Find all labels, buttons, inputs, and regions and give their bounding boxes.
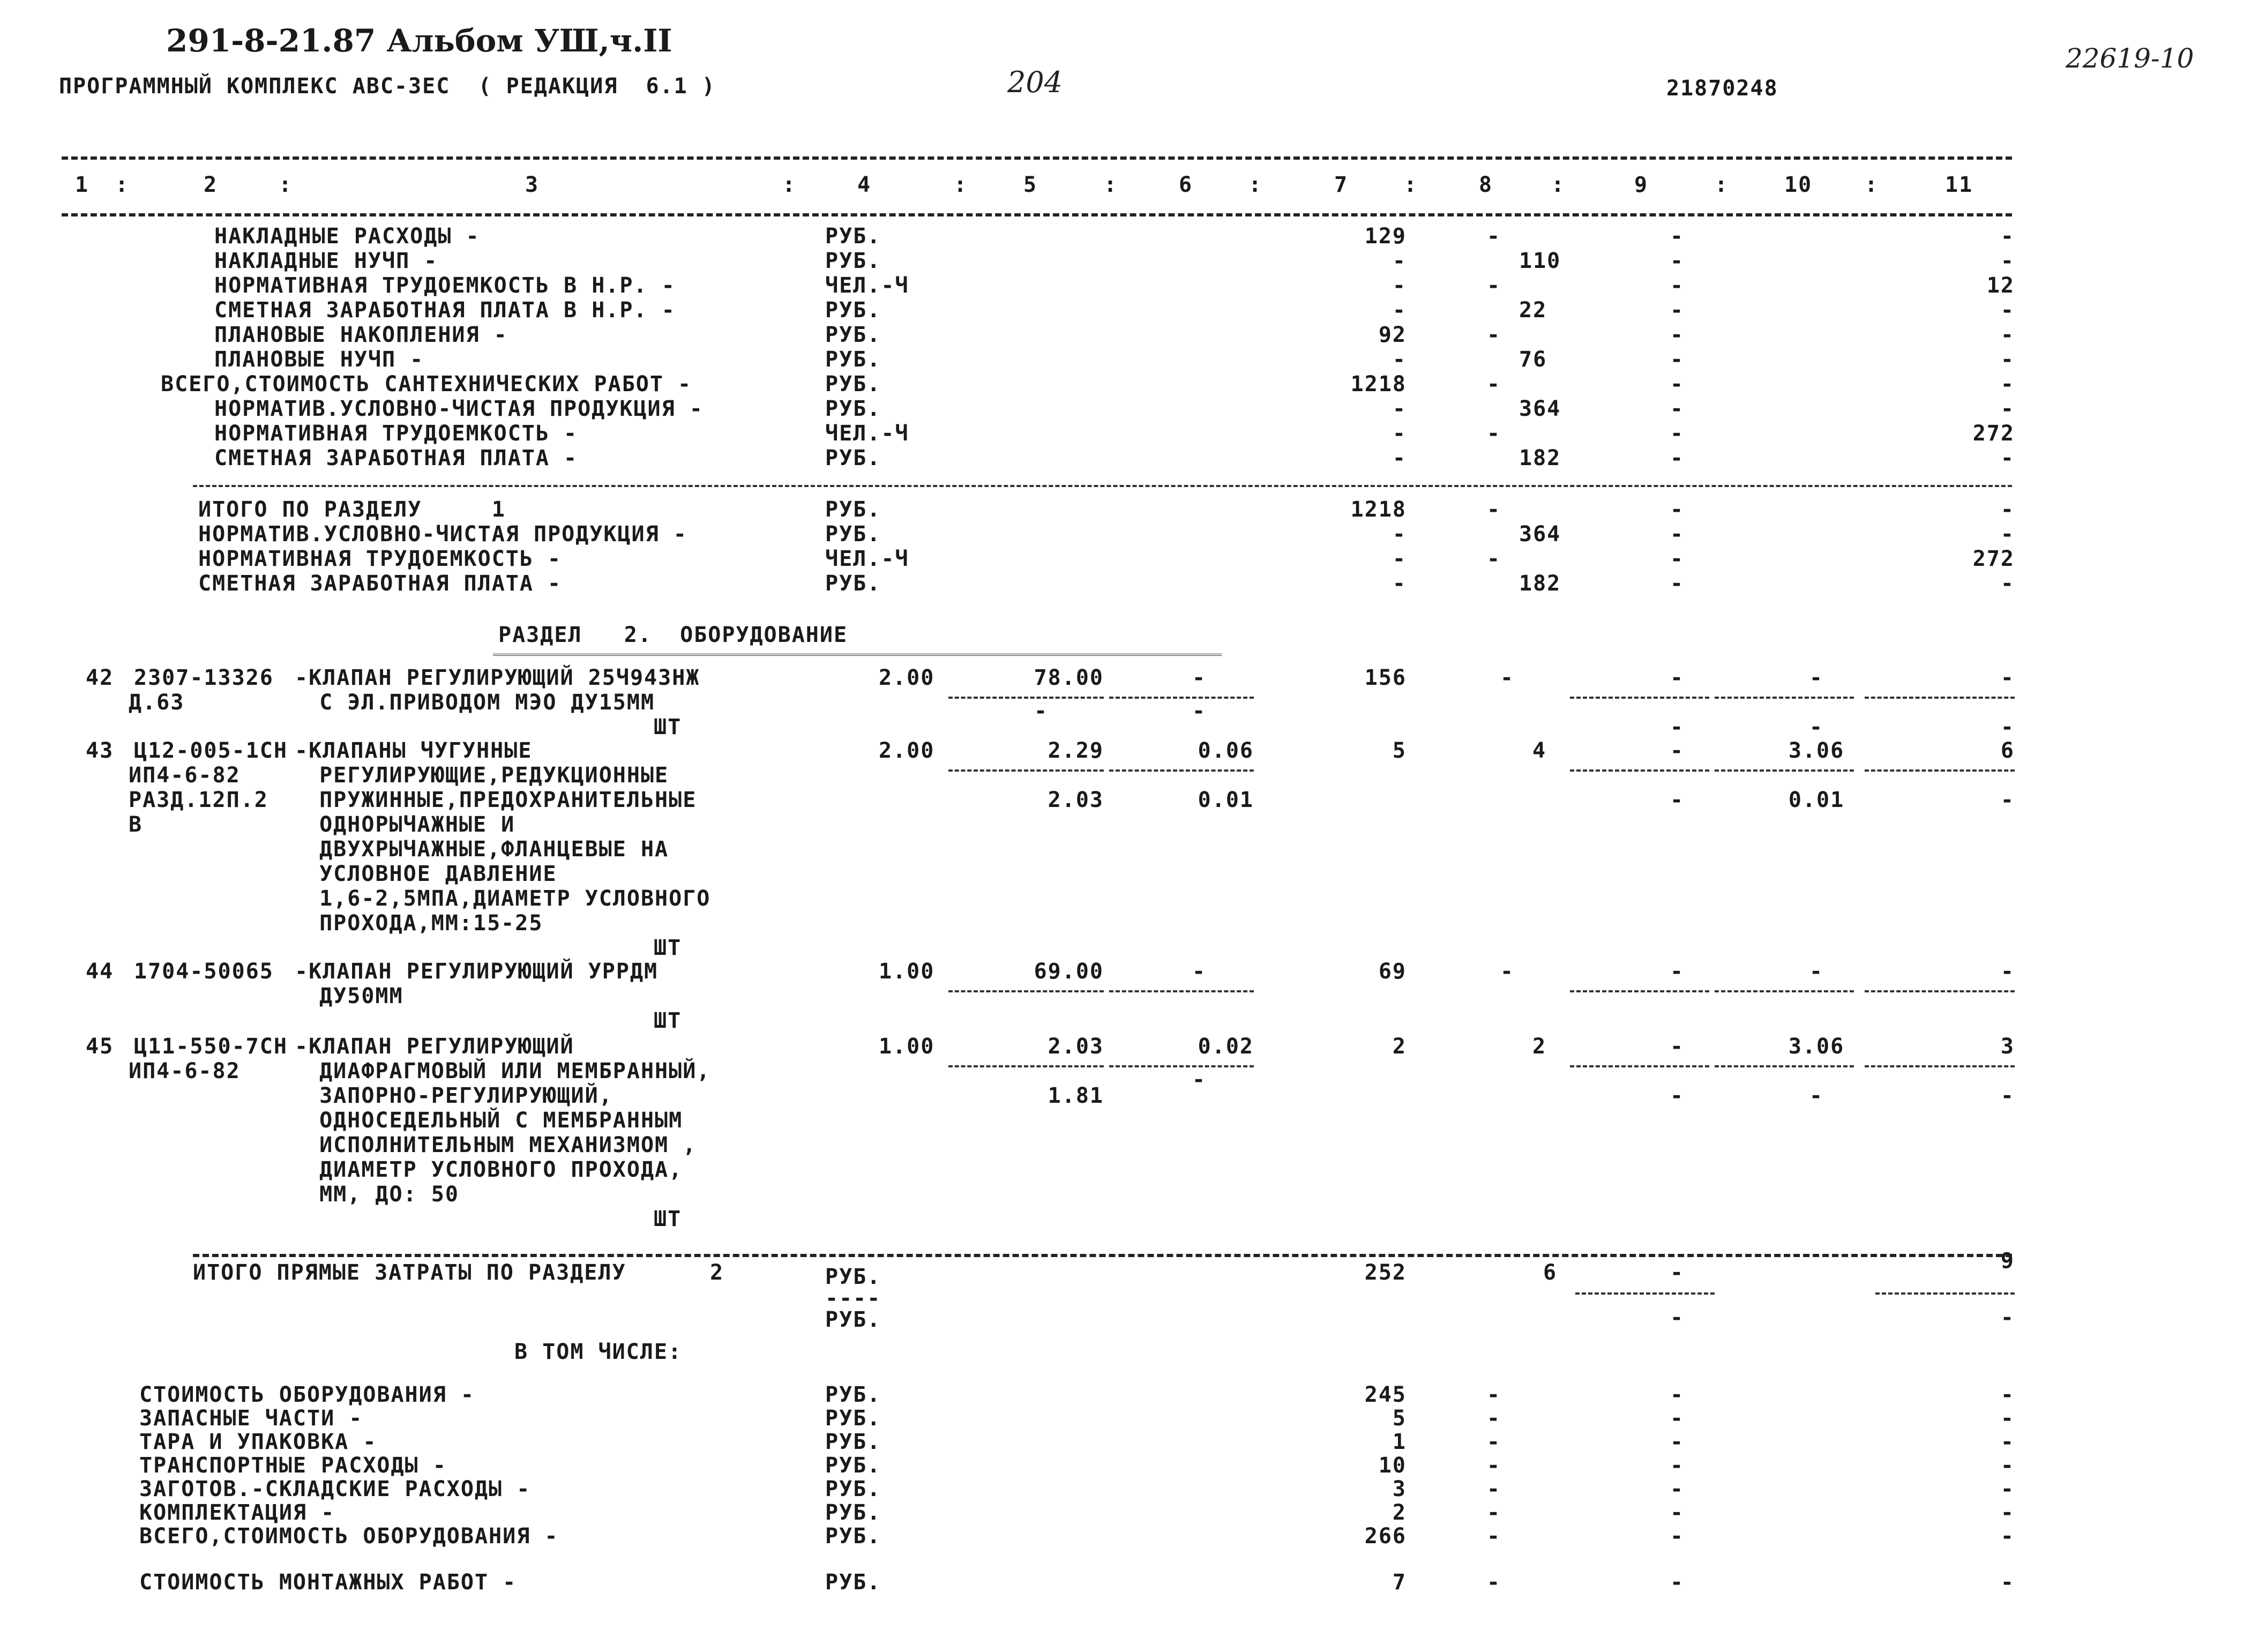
row-col8: - <box>1487 1453 1501 1478</box>
item-col9-sub: - <box>1670 715 1685 739</box>
row-col9: - <box>1670 522 1685 547</box>
row-col11: - <box>2000 224 2015 249</box>
column-header-11: 11 <box>1945 173 1973 197</box>
item-col10: - <box>1809 666 1824 690</box>
row-col7: - <box>1392 397 1407 421</box>
row-col7: 3 <box>1392 1477 1407 1501</box>
row-unit: РУБ. <box>825 372 881 397</box>
row-col8: 364 <box>1519 522 1561 547</box>
column-header-9: 9 <box>1634 173 1649 197</box>
item-number: 45 <box>86 1034 114 1059</box>
item-col5: 2.29 <box>1048 738 1104 763</box>
total-direct-unit: РУБ. <box>825 1265 881 1289</box>
row-name: ВСЕГО,СТОИМОСТЬ САНТЕХНИЧЕСКИХ РАБОТ - <box>161 372 692 397</box>
row-col9: - <box>1670 1453 1685 1478</box>
item-description-line: ПРОХОДА,ММ:15-25 <box>305 911 543 936</box>
row-unit: РУБ. <box>825 522 881 547</box>
row-name: НОРМАТИВ.УСЛОВНО-ЧИСТАЯ ПРОДУКЦИЯ - <box>198 522 687 547</box>
row-name: НОРМАТИВНАЯ ТРУДОЕМКОСТЬ В Н.Р. - <box>214 273 676 298</box>
item-col11: - <box>2000 959 2015 984</box>
row-col7: 129 <box>1364 224 1407 249</box>
total-direct-unit-rule: ---- <box>825 1286 881 1311</box>
item-ref: РАЗД.12П.2 <box>129 788 268 812</box>
row-col8: - <box>1487 547 1501 571</box>
item-col11-sub: - <box>2000 788 2015 812</box>
row-col7: 2 <box>1392 1500 1407 1525</box>
total-direct-rule <box>193 1254 2012 1257</box>
including-label: В ТОМ ЧИСЛЕ: <box>514 1340 682 1364</box>
item-subrule-col9 <box>1570 990 1709 992</box>
row-col7: - <box>1392 347 1407 372</box>
item-subrule-col6 <box>1109 769 1254 772</box>
row-col7: - <box>1392 522 1407 547</box>
total-direct-col9: - <box>1670 1260 1685 1285</box>
row-col11: - <box>2000 1430 2015 1454</box>
total-direct-col11: 9 <box>2000 1249 2015 1273</box>
row-col8: - <box>1487 1430 1501 1454</box>
row-unit: РУБ. <box>825 224 881 249</box>
item-description-line: РЕГУЛИРУЮЩИЕ,РЕДУКЦИОННЫЕ <box>305 763 669 788</box>
row-col8: - <box>1487 1406 1501 1431</box>
item-col11: 3 <box>2000 1034 2015 1059</box>
column-header-3: 3 <box>525 173 540 197</box>
row-name: КОМПЛЕКТАЦИЯ - <box>139 1500 335 1525</box>
row-name: ПЛАНОВЫЕ НАКОПЛЕНИЯ - <box>214 323 508 347</box>
item-subrule-col5 <box>948 1065 1104 1067</box>
item-code: 1704-50065 <box>134 959 274 984</box>
item-subrule-col9 <box>1570 697 1709 699</box>
item-subrule-col6 <box>1109 1065 1254 1067</box>
row-col11: - <box>2000 1453 2015 1478</box>
item-subrule-col11 <box>1865 1065 2015 1067</box>
item-subrule-col5 <box>948 769 1104 772</box>
row-col8: - <box>1487 323 1501 347</box>
row-col11: - <box>2000 372 2015 397</box>
item-ref: В <box>129 812 143 837</box>
item-col5-sub: 1.81 <box>1048 1083 1104 1108</box>
total-direct-subrule-col11 <box>1875 1292 2015 1295</box>
item-description-line: -КЛАПАН РЕГУЛИРУЮЩИЙ 25Ч943НЖ <box>295 666 700 690</box>
row-col7: - <box>1392 421 1407 446</box>
item-col6: 0.02 <box>1198 1034 1254 1059</box>
item-subrule-col11 <box>1865 697 2015 699</box>
column-separator: : <box>782 173 797 197</box>
row-col8: 22 <box>1519 298 1547 323</box>
row-col11: - <box>2000 571 2015 596</box>
row-unit: ЧЕЛ.-Ч <box>825 421 909 446</box>
row-col11: - <box>2000 323 2015 347</box>
total-direct-name: ИТОГО ПРЯМЫЕ ЗАТРАТЫ ПО РАЗДЕЛУ 2 <box>193 1260 724 1285</box>
item-code: Ц11-550-7СН <box>134 1034 288 1059</box>
item-code: 2307-13326 <box>134 666 274 690</box>
column-header-6: 6 <box>1179 173 1193 197</box>
column-separator: : <box>1404 173 1418 197</box>
row-name: ТАРА И УПАКОВКА - <box>139 1430 377 1454</box>
row-unit: РУБ. <box>825 397 881 421</box>
item-subrule-col10 <box>1715 769 1854 772</box>
row-col9: - <box>1670 273 1685 298</box>
row-col7: 1218 <box>1350 497 1407 522</box>
row-col9: - <box>1670 1524 1685 1549</box>
row-col8: - <box>1487 1524 1501 1549</box>
item-col9-sub: - <box>1670 788 1685 812</box>
item-col8: 2 <box>1532 1034 1547 1059</box>
item-col11: - <box>2000 666 2015 690</box>
row-col11: - <box>2000 249 2015 273</box>
item-col9-sub: - <box>1670 1083 1685 1108</box>
item-col6: - <box>1192 666 1207 690</box>
item-col8: - <box>1500 666 1515 690</box>
row-col7: - <box>1392 446 1407 470</box>
row-unit: РУБ. <box>825 1477 881 1501</box>
total-direct-col11-sub: - <box>2000 1305 2015 1330</box>
row-col8: - <box>1487 1477 1501 1501</box>
item-col5-sub: - <box>1034 699 1049 723</box>
item-col10: 3.06 <box>1788 1034 1845 1059</box>
item-description-line: -КЛАПАН РЕГУЛИРУЮЩИЙ УРРДМ <box>295 959 659 984</box>
item-col7: 69 <box>1378 959 1407 984</box>
item-subrule-col10 <box>1715 1065 1854 1067</box>
item-subrule-col11 <box>1865 769 2015 772</box>
item-unit: ШТ <box>654 936 682 960</box>
row-unit: РУБ. <box>825 298 881 323</box>
row-col8: - <box>1487 273 1501 298</box>
row-col9: - <box>1670 249 1685 273</box>
column-header-1: 1 <box>75 173 89 197</box>
row-name: ЗАПАСНЫЕ ЧАСТИ - <box>139 1406 363 1431</box>
row-name: НОРМАТИВ.УСЛОВНО-ЧИСТАЯ ПРОДУКЦИЯ - <box>214 397 704 421</box>
row-col11: - <box>2000 1500 2015 1525</box>
item-description-line: ИСПОЛНИТЕЛЬНЫМ МЕХАНИЗМОМ , <box>305 1133 697 1157</box>
item-col9: - <box>1670 959 1685 984</box>
column-header-4: 4 <box>857 173 872 197</box>
row-unit: ЧЕЛ.-Ч <box>825 273 909 298</box>
row-col9: - <box>1670 1477 1685 1501</box>
mounting-col8: - <box>1487 1570 1501 1595</box>
row-name: ИТОГО ПО РАЗДЕЛУ 1 <box>198 497 506 522</box>
item-col10-sub: - <box>1809 715 1824 739</box>
row-unit: РУБ. <box>825 1430 881 1454</box>
item-col6: - <box>1192 959 1207 984</box>
row-col8: - <box>1487 224 1501 249</box>
column-separator: : <box>115 173 130 197</box>
mounting-col11: - <box>2000 1570 2015 1595</box>
row-name: НАКЛАДНЫЕ НУЧП - <box>214 249 438 273</box>
item-col5: 78.00 <box>1034 666 1104 690</box>
item-col10-sub: - <box>1809 1083 1824 1108</box>
item-subrule-col10 <box>1715 697 1854 699</box>
item-col10: 3.06 <box>1788 738 1845 763</box>
item-description-line: ДИАФРАГМОВЫЙ ИЛИ МЕМБРАННЫЙ, <box>305 1059 711 1083</box>
row-unit: РУБ. <box>825 1382 881 1407</box>
item-unit: ШТ <box>654 715 682 739</box>
item-col5: 2.03 <box>1048 1034 1104 1059</box>
row-col9: - <box>1670 1500 1685 1525</box>
row-col9: - <box>1670 571 1685 596</box>
row-col9: - <box>1670 224 1685 249</box>
album-title: 291-8-21.87 Альбом УШ,ч.II <box>166 23 672 59</box>
item-col5-sub: 2.03 <box>1048 788 1104 812</box>
mounting-col7: 7 <box>1392 1570 1407 1595</box>
row-name: СМЕТНАЯ ЗАРАБОТНАЯ ПЛАТА В Н.Р. - <box>214 298 676 323</box>
item-subrule-col5 <box>948 990 1104 992</box>
row-col11: - <box>2000 1406 2015 1431</box>
row-col9: - <box>1670 421 1685 446</box>
row-col7: 1 <box>1392 1430 1407 1454</box>
column-header-10: 10 <box>1784 173 1813 197</box>
item-ref: Д.63 <box>129 690 185 715</box>
item-description-line: ПРУЖИННЫЕ,ПРЕДОХРАНИТЕЛЬНЫЕ <box>305 788 697 812</box>
column-header-5: 5 <box>1023 173 1038 197</box>
section2-title: РАЗДЕЛ 2. ОБОРУДОВАНИЕ <box>498 623 848 647</box>
row-col8: 182 <box>1519 571 1561 596</box>
row-col9: - <box>1670 347 1685 372</box>
row-name: СМЕТНАЯ ЗАРАБОТНАЯ ПЛАТА - <box>214 446 578 470</box>
column-separator: : <box>1248 173 1263 197</box>
row-col11: - <box>2000 347 2015 372</box>
item-description-line: ДИАМЕТР УСЛОВНОГО ПРОХОДА, <box>305 1157 683 1182</box>
row-col8: 364 <box>1519 397 1561 421</box>
row-unit: РУБ. <box>825 1406 881 1431</box>
row-unit: РУБ. <box>825 323 881 347</box>
row-name: ПЛАНОВЫЕ НУЧП - <box>214 347 424 372</box>
row-col11: - <box>2000 397 2015 421</box>
column-separator: : <box>1715 173 1729 197</box>
item-col9: - <box>1670 1034 1685 1059</box>
item-description-line: ММ, ДО: 50 <box>305 1182 459 1207</box>
row-col11: - <box>2000 522 2015 547</box>
item-col11-sub: - <box>2000 715 2015 739</box>
item-description-line: С ЭЛ.ПРИВОДОМ МЭО ДУ15ММ <box>305 690 655 715</box>
section2-title-underline <box>493 654 1222 656</box>
row-name: СМЕТНАЯ ЗАРАБОТНАЯ ПЛАТА - <box>198 571 562 596</box>
row-col9: - <box>1670 323 1685 347</box>
row-col7: - <box>1392 298 1407 323</box>
row-col8: - <box>1487 1382 1501 1407</box>
item-col11: 6 <box>2000 738 2015 763</box>
item-number: 42 <box>86 666 114 690</box>
item-description-line: ЗАПОРНО-РЕГУЛИРУЮЩИЙ, <box>305 1083 613 1108</box>
item-quantity: 2.00 <box>879 738 935 763</box>
row-col8: - <box>1487 497 1501 522</box>
page-number: 204 <box>1007 65 1063 99</box>
program-title: ПРОГРАММНЫЙ КОМПЛЕКС АВС-3ЕС ( РЕДАКЦИЯ 6.1 ) <box>59 74 716 99</box>
row-col8: - <box>1487 421 1501 446</box>
row-col7: 92 <box>1378 323 1407 347</box>
item-col8: - <box>1500 959 1515 984</box>
item-ref: ИП4-6-82 <box>129 763 241 788</box>
row-name: НОРМАТИВНАЯ ТРУДОЕМКОСТЬ - <box>214 421 578 446</box>
item-col9: - <box>1670 666 1685 690</box>
column-separator: : <box>279 173 293 197</box>
item-ref: ИП4-6-82 <box>129 1059 241 1083</box>
row-col9: - <box>1670 397 1685 421</box>
item-col7: 5 <box>1392 738 1407 763</box>
item-description-line: 1,6-2,5МПА,ДИАМЕТР УСЛОВНОГО <box>305 886 711 911</box>
row-name: ВСЕГО,СТОИМОСТЬ ОБОРУДОВАНИЯ - <box>139 1524 559 1549</box>
column-separator: : <box>1551 173 1566 197</box>
item-subrule-col6 <box>1109 990 1254 992</box>
row-unit: РУБ. <box>825 1524 881 1549</box>
row-col7: 5 <box>1392 1406 1407 1431</box>
row-name: СТОИМОСТЬ ОБОРУДОВАНИЯ - <box>139 1382 475 1407</box>
row-col7: - <box>1392 249 1407 273</box>
item-description-line: ОДНОСЕДЕЛЬНЫЙ С МЕМБРАННЫМ <box>305 1108 683 1133</box>
row-col7: - <box>1392 547 1407 571</box>
item-col6-sub: 0.01 <box>1198 788 1254 812</box>
row-col8: - <box>1487 1500 1501 1525</box>
item-number: 44 <box>86 959 114 984</box>
header-top-rule <box>62 156 2012 160</box>
row-col9: - <box>1670 372 1685 397</box>
column-header-7: 7 <box>1334 173 1349 197</box>
item-col6-sub: - <box>1192 1067 1207 1092</box>
row-unit: РУБ. <box>825 571 881 596</box>
mounting-name: СТОИМОСТЬ МОНТАЖНЫХ РАБОТ - <box>139 1570 517 1595</box>
row-col11: 12 <box>1986 273 2015 298</box>
item-subrule-col9 <box>1570 769 1709 772</box>
item-col11-sub: - <box>2000 1083 2015 1108</box>
item-col6: 0.06 <box>1198 738 1254 763</box>
row-col7: - <box>1392 273 1407 298</box>
row-col7: 1218 <box>1350 372 1407 397</box>
item-description-line: ДВУХРЫЧАЖНЫЕ,ФЛАНЦЕВЫЕ НА <box>305 837 669 862</box>
column-separator: : <box>1865 173 1879 197</box>
row-col11: - <box>2000 497 2015 522</box>
item-number: 43 <box>86 738 114 763</box>
item-description-line: -КЛАПАНЫ ЧУГУННЫЕ <box>295 738 533 763</box>
column-separator: : <box>1104 173 1118 197</box>
row-col8: - <box>1487 372 1501 397</box>
row-col9: - <box>1670 298 1685 323</box>
column-header-2: 2 <box>204 173 218 197</box>
item-unit: ШТ <box>654 1207 682 1231</box>
row-col8: 110 <box>1519 249 1561 273</box>
row-col11: - <box>2000 298 2015 323</box>
row-unit: РУБ. <box>825 446 881 470</box>
column-header-8: 8 <box>1479 173 1493 197</box>
item-col7: 156 <box>1364 666 1407 690</box>
section1-total-rule <box>193 485 2012 487</box>
item-subrule-col10 <box>1715 990 1854 992</box>
row-unit: РУБ. <box>825 249 881 273</box>
row-name: НОРМАТИВНАЯ ТРУДОЕМКОСТЬ - <box>198 547 562 571</box>
row-col11: - <box>2000 1382 2015 1407</box>
row-unit: РУБ. <box>825 1500 881 1525</box>
item-subrule-col5 <box>948 697 1104 699</box>
item-description-line: -КЛАПАН РЕГУЛИРУЮЩИЙ <box>295 1034 574 1059</box>
total-direct-col8: 6 <box>1543 1260 1558 1285</box>
column-separator: : <box>954 173 968 197</box>
archive-stamp: 22619-10 <box>2066 43 2194 74</box>
row-col11: 272 <box>1972 547 2015 571</box>
document-code: 21870248 <box>1666 76 1778 101</box>
mounting-unit: РУБ. <box>825 1570 881 1595</box>
row-col8: 76 <box>1519 347 1547 372</box>
row-col9: - <box>1670 497 1685 522</box>
item-unit: ШТ <box>654 1008 682 1033</box>
row-col7: 266 <box>1364 1524 1407 1549</box>
item-quantity: 1.00 <box>879 1034 935 1059</box>
row-name: ЗАГОТОВ.-СКЛАДСКИЕ РАСХОДЫ - <box>139 1477 531 1501</box>
row-unit: ЧЕЛ.-Ч <box>825 547 909 571</box>
total-direct-subrule-col9 <box>1575 1292 1715 1295</box>
item-col10: - <box>1809 959 1824 984</box>
item-col10-sub: 0.01 <box>1788 788 1845 812</box>
header-bottom-rule <box>62 213 2012 216</box>
total-direct-col7: 252 <box>1364 1260 1407 1285</box>
row-col11: - <box>2000 1524 2015 1549</box>
row-name: ТРАНСПОРТНЫЕ РАСХОДЫ - <box>139 1453 447 1478</box>
total-direct-unit-second: РУБ. <box>825 1307 881 1332</box>
row-col9: - <box>1670 446 1685 470</box>
item-subrule-col6 <box>1109 697 1254 699</box>
mounting-col9: - <box>1670 1570 1685 1595</box>
row-col7: 10 <box>1378 1453 1407 1478</box>
item-description-line: ДУ50ММ <box>305 984 403 1008</box>
total-direct-col9-sub: - <box>1670 1305 1685 1330</box>
item-col9: - <box>1670 738 1685 763</box>
row-col7: 245 <box>1364 1382 1407 1407</box>
item-description-line: ОДНОРЫЧАЖНЫЕ И <box>305 812 515 837</box>
item-quantity: 2.00 <box>879 666 935 690</box>
item-col6-sub: - <box>1192 699 1207 723</box>
row-col9: - <box>1670 1430 1685 1454</box>
item-subrule-col9 <box>1570 1065 1709 1067</box>
row-col8: 182 <box>1519 446 1561 470</box>
row-col7: - <box>1392 571 1407 596</box>
item-subrule-col11 <box>1865 990 2015 992</box>
row-unit: РУБ. <box>825 1453 881 1478</box>
row-unit: РУБ. <box>825 347 881 372</box>
row-col11: - <box>2000 446 2015 470</box>
row-col9: - <box>1670 1382 1685 1407</box>
item-description-line: УСЛОВНОЕ ДАВЛЕНИЕ <box>305 862 557 886</box>
row-col9: - <box>1670 547 1685 571</box>
item-col7: 2 <box>1392 1034 1407 1059</box>
item-code: Ц12-005-1СН <box>134 738 288 763</box>
item-col8: 4 <box>1532 738 1547 763</box>
row-unit: РУБ. <box>825 497 881 522</box>
item-quantity: 1.00 <box>879 959 935 984</box>
item-col5: 69.00 <box>1034 959 1104 984</box>
row-col11: - <box>2000 1477 2015 1501</box>
row-col9: - <box>1670 1406 1685 1431</box>
row-name: НАКЛАДНЫЕ РАСХОДЫ - <box>214 224 480 249</box>
row-col11: 272 <box>1972 421 2015 446</box>
